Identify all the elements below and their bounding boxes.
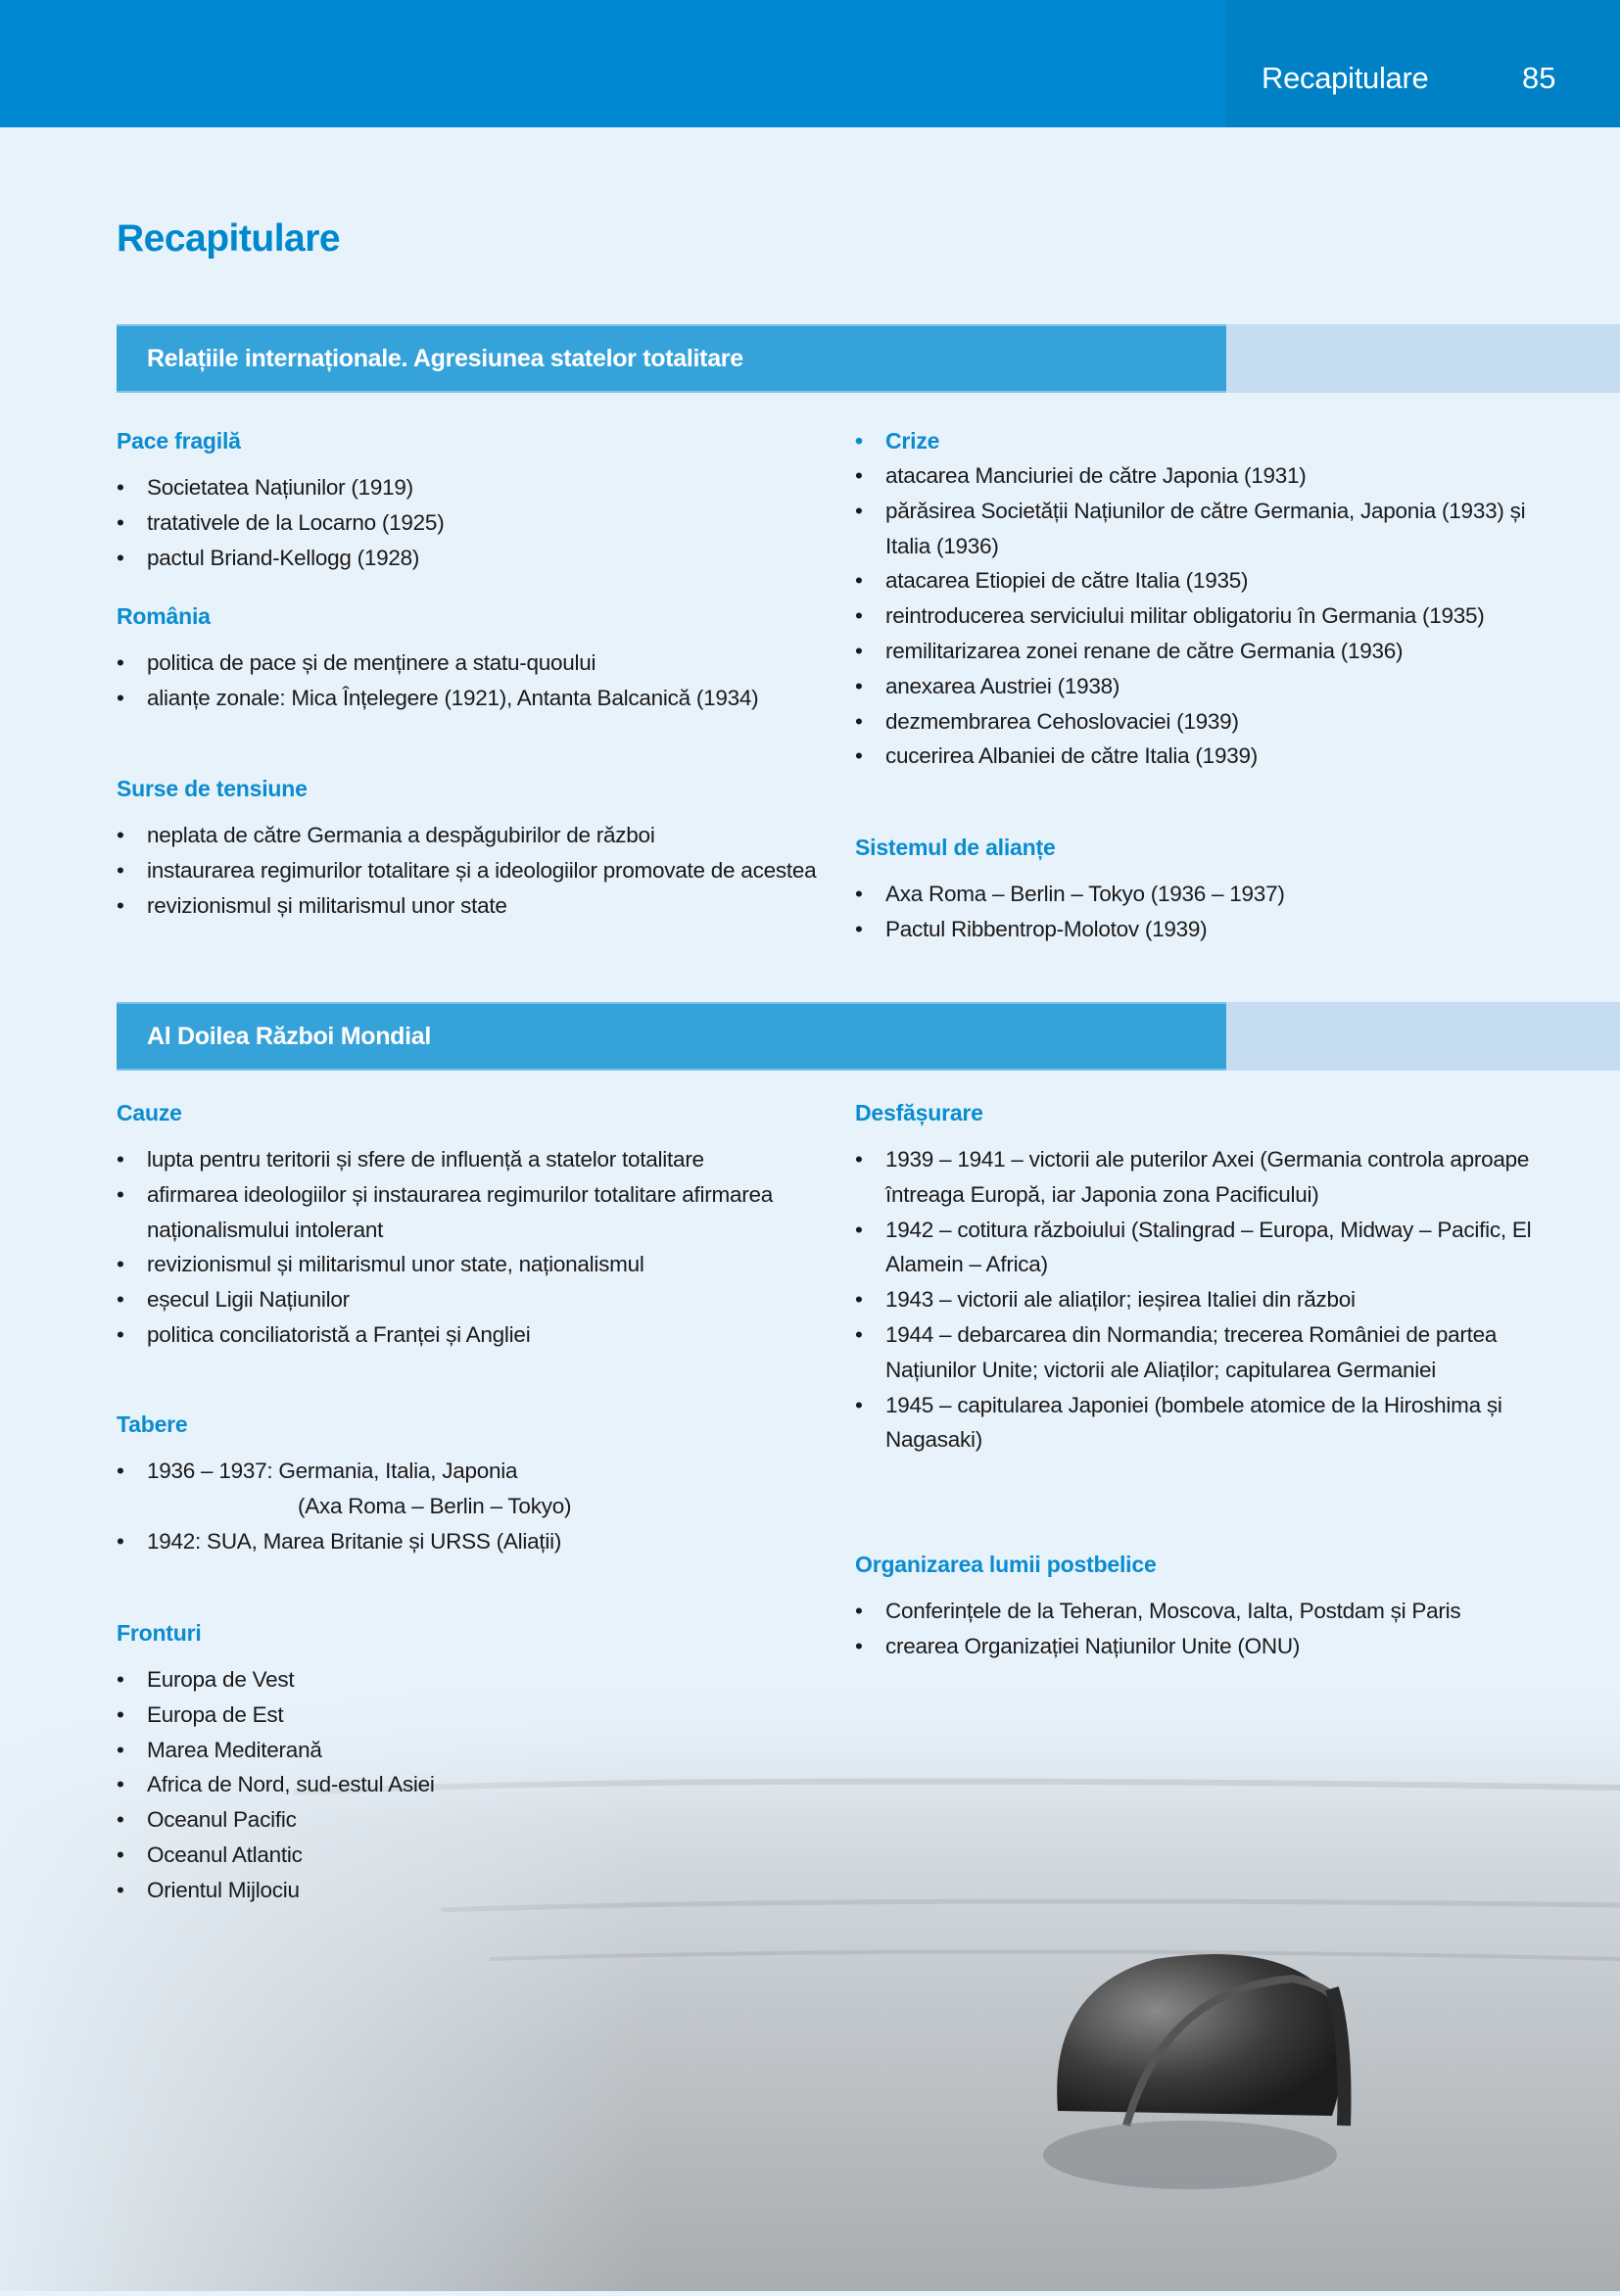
block-romania — [117, 598, 812, 716]
list-item: • Oceanul Pacific — [117, 1802, 822, 1838]
list-item: • Societatea Națiunilor (1919) — [117, 470, 822, 505]
list-item: • Conferințele de la Teheran, Moscova, Ialta, Postdam și Paris — [855, 1594, 1560, 1629]
block-pace-fragila — [117, 423, 822, 575]
list-item: • Marea Mediterană — [117, 1733, 822, 1768]
list-item: • alianțe zonale: Mica Înțelegere (1921), Antanta Balcanică (1934) — [117, 681, 812, 716]
list-item: • politica de pace și de menținere a statu-quoului — [117, 646, 812, 681]
list-item: • părăsirea Societății Națiunilor de către Germania, Japonia (1933) și Italia (1936) — [855, 494, 1541, 564]
page-title: Recapitulare — [117, 217, 341, 261]
subheading: Sistemul de alianțe — [855, 835, 1056, 860]
block-organizarea-lumii-postbelice — [855, 1547, 1560, 1664]
list-item: • Orientul Mijlociu — [117, 1873, 822, 1908]
block-crize — [855, 423, 1541, 774]
list-item: • revizionismul și militarismul unor state, naționalismul — [117, 1247, 832, 1282]
list-item: • 1942 – cotitura războiului (Stalingrad – Europa, Midway – Pacific, El Alamein – Africa) — [855, 1213, 1550, 1283]
subheading: România — [117, 603, 211, 629]
list-item: • Europa de Vest — [117, 1662, 822, 1698]
subheading: Desfășurare — [855, 1100, 983, 1125]
subheading: • Crize — [855, 423, 1541, 458]
subheading: Pace fragilă — [117, 428, 241, 454]
list-item: • atacarea Etiopiei de către Italia (1935) — [855, 563, 1541, 598]
list-item-text: 1936 – 1937: Germania, Italia, Japonia — [147, 1459, 518, 1483]
list-item: • Europa de Est — [117, 1698, 822, 1733]
list-item: • 1943 – victorii ale aliaților; ieșirea Italiei din război — [855, 1282, 1550, 1317]
block-surse-de-tensiune — [117, 771, 822, 923]
list-item: • instaurarea regimurilor totalitare și a ideologiilor promovate de acestea — [117, 853, 822, 888]
list-item: • 1944 – debarcarea din Normandia; trecerea României de partea Națiunilor Unite; victorii ale Aliaților; capitularea Germaniei — [855, 1317, 1550, 1388]
list-item: • 1942: SUA, Marea Britanie și URSS (Aliații) — [117, 1524, 822, 1559]
list-item: • Axa Roma – Berlin – Tokyo (1936 – 1937) — [855, 877, 1541, 912]
subheading: Fronturi — [117, 1620, 202, 1646]
subheading: Organizarea lumii postbelice — [855, 1552, 1157, 1577]
list-item: • atacarea Manciuriei de către Japonia (1931) — [855, 458, 1541, 494]
list-item: • Africa de Nord, sud-estul Asiei — [117, 1767, 822, 1802]
list-item: • tratativele de la Locarno (1925) — [117, 505, 822, 541]
block-tabere — [117, 1407, 822, 1558]
block-cauze — [117, 1095, 832, 1353]
list-item-continuation: (Axa Roma – Berlin – Tokyo) — [298, 1493, 572, 1518]
page-header — [0, 0, 1620, 127]
list-item: • eșecul Ligii Națiunilor — [117, 1282, 832, 1317]
list-item: • afirmarea ideologiilor și instaurarea regimurilor totalitare afirmarea naționalismului intolerant — [117, 1177, 774, 1248]
list-item: • anexarea Austriei (1938) — [855, 669, 1541, 704]
section-title: Relațiile internaționale. Agresiunea statelor totalitare — [147, 345, 743, 372]
list-item: • dezmembrarea Cehoslovaciei (1939) — [855, 704, 1541, 740]
subheading: Cauze — [117, 1100, 182, 1125]
section-header-international-relations — [117, 324, 1620, 393]
list-item: • 1945 – capitularea Japoniei (bombele atomice de la Hiroshima și Nagasaki) — [855, 1388, 1550, 1459]
list-item: • Pactul Ribbentrop-Molotov (1939) — [855, 912, 1541, 947]
list-item — [117, 1454, 822, 1524]
list-item: • pactul Briand-Kellogg (1928) — [117, 541, 822, 576]
subheading: Tabere — [117, 1411, 188, 1437]
block-desfasurare — [855, 1095, 1550, 1458]
subheading: Surse de tensiune — [117, 776, 308, 801]
list-item: • remilitarizarea zonei renane de către Germania (1936) — [855, 634, 1541, 669]
list-item: • politica conciliatoristă a Franței și Angliei — [117, 1317, 832, 1353]
list-item: • cucerirea Albaniei de către Italia (1939) — [855, 739, 1541, 774]
section-title: Al Doilea Război Mondial — [147, 1023, 432, 1050]
list-item: • crearea Organizației Națiunilor Unite (ONU) — [855, 1629, 1560, 1664]
list-item: • lupta pentru teritorii și sfere de influență a statelor totalitare — [117, 1142, 832, 1177]
list-item: • reintroducerea serviciului militar obligatoriu în Germania (1935) — [855, 598, 1541, 634]
page-number: 85 — [1522, 61, 1556, 95]
list-item: • 1939 – 1941 – victorii ale puterilor Axei (Germania controla aproape întreaga Europă, iar Japonia zona Pacificului) — [855, 1142, 1550, 1213]
list-item: • revizionismul și militarismul unor state — [117, 888, 822, 924]
block-fronturi — [117, 1615, 822, 1908]
list-item: • neplata de către Germania a despăgubirilor de război — [117, 818, 822, 853]
list-item: • Oceanul Atlantic — [117, 1838, 822, 1873]
block-sistemul-de-aliante — [855, 830, 1541, 947]
section-header-ww2 — [117, 1002, 1620, 1071]
running-title: Recapitulare — [1262, 61, 1429, 95]
